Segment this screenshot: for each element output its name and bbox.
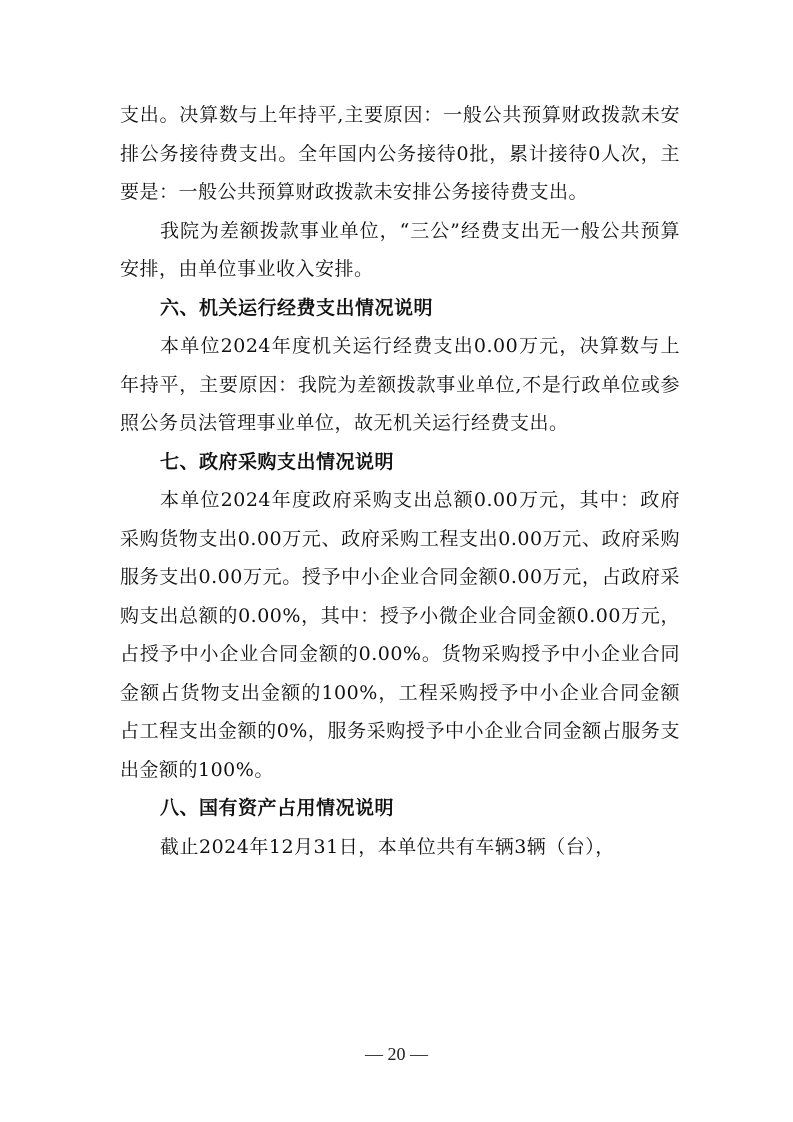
paragraph-operating-expenses: 本单位2024年度机关运行经费支出0.00万元，决算数与上年持平，主要原因：我院为差额拨款事业单位,不是行政单位或参照公务员法管理事业单位，故无机关运行经费支出。: [120, 335, 680, 434]
section-heading-8: 八、国有资产占用情况说明: [160, 797, 395, 819]
page-number: — 20 —: [365, 1044, 428, 1064]
page-body: [120, 96, 680, 866]
paragraph-reception-expenses: 支出。决算数与上年持平,主要原因：一般公共预算财政拨款未安排公务接待费支出。全年国内公务接待0批，累计接待0人次，主要是：一般公共预算财政拨款未安排公务接待费支出。: [120, 104, 680, 203]
paragraph-three-public-funds: 我院为差额拨款事业单位，“三公”经费支出无一般公共预算安排，由单位事业收入安排。: [120, 219, 680, 280]
section-heading-7: 七、政府采购支出情况说明: [160, 450, 395, 473]
paragraph-procurement: 本单位2024年度政府采购支出总额0.00万元，其中：政府采购货物支出0.00万元、政府采购工程支出0.00万元、政府采购服务支出0.00万元。授予中小企业合同金额0.00万元，占政府采购支出总额的0.00%，其中：授予小微企业合同金额0.00万元，占授予中小企业合同金额的0.00%。货物采购授予中小企业合同金额占货物支出金额的100%，工程采购授予中小企业合同金额占工程支出金额的0%，服务采购授予中小企业合同金额占服务支出金额的100%。: [120, 489, 680, 781]
paragraph-state-assets: 截止2024年12月31日，本单位共有车辆3辆（台），: [160, 835, 615, 858]
section-heading-6: 六、机关运行经费支出情况说明: [160, 296, 434, 319]
